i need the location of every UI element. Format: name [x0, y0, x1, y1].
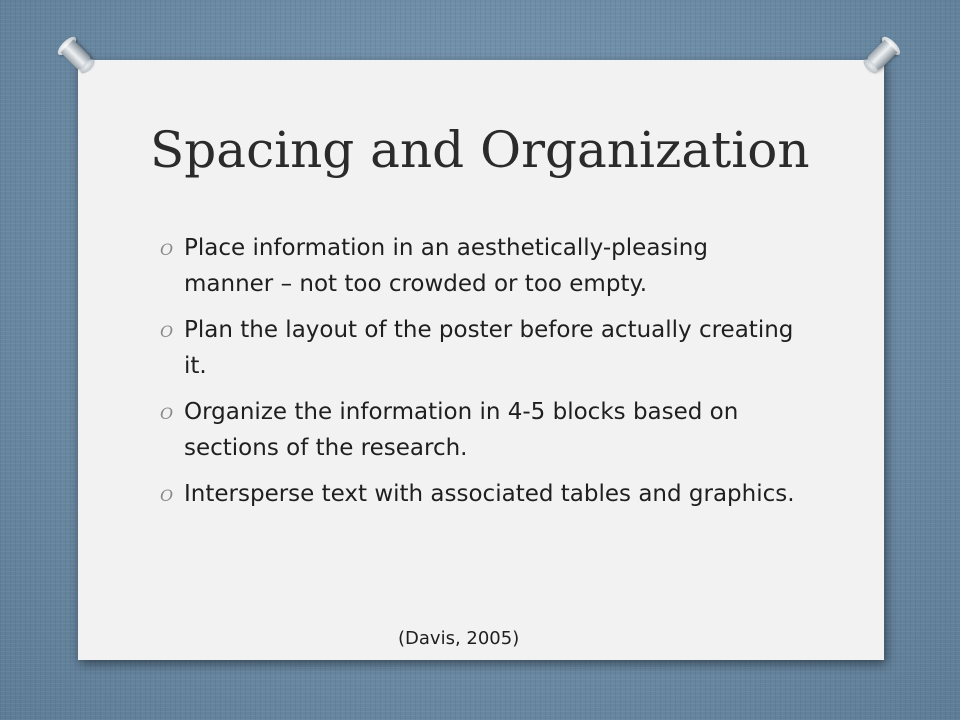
bullet-list — [160, 230, 800, 522]
citation: (Davis, 2005) — [398, 628, 520, 649]
bullet-text: Organize the information in 4-5 blocks based on sections of the research. — [184, 399, 739, 461]
bullet-item — [160, 394, 800, 466]
slide-title: Spacing and Organization — [150, 121, 810, 179]
bullet-marker-icon: O — [160, 240, 174, 259]
bullet-item — [160, 312, 800, 384]
bullet-marker-icon: O — [160, 322, 174, 341]
bullet-item — [160, 476, 800, 512]
bullet-text: Plan the layout of the poster before actually creating it. — [184, 317, 794, 379]
bullet-text: Place information in an aesthetically-pleasing manner – not too crowded or too empty. — [184, 235, 708, 297]
bullet-marker-icon: O — [160, 404, 174, 423]
bullet-text: Intersperse text with associated tables and graphics. — [184, 481, 795, 507]
bullet-marker-icon: O — [160, 486, 174, 505]
bullet-item — [160, 230, 800, 302]
